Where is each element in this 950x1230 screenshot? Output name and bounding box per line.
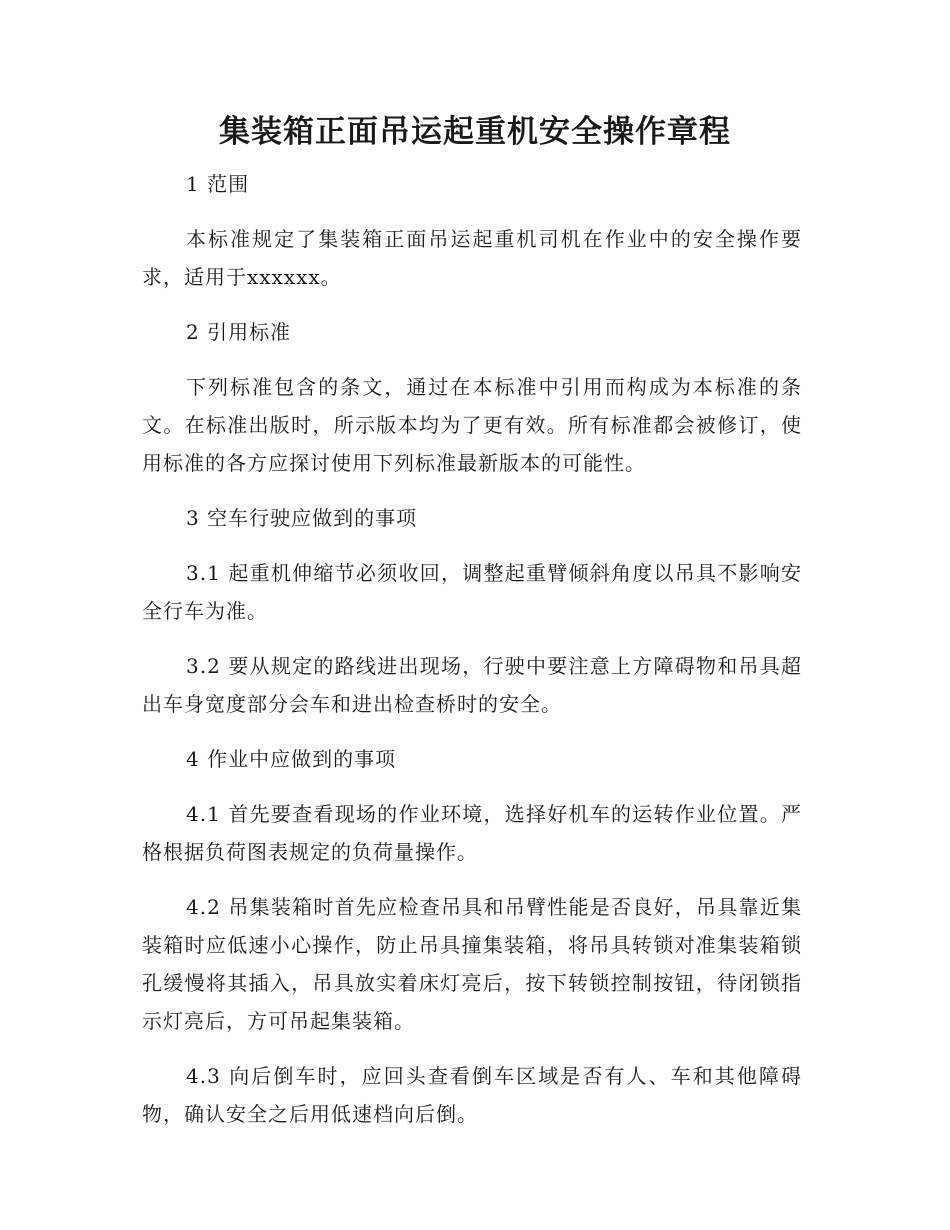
section-heading: 3 空车行驶应做到的事项 bbox=[186, 506, 418, 530]
body-paragraph: 4.2 吊集装箱时首先应检查吊具和吊臂性能是否良好，吊具靠近集装箱时应低速小心操作，防止吊具撞集装箱，将吊具转锁对准集装箱锁孔缓慢将其插入，吊具放实着床灯亮后，按下转锁控制按钮，待闭锁指示灯亮后，方可吊起集装箱。 bbox=[142, 895, 802, 1033]
body-paragraph: 本标准规定了集装箱正面吊运起重机司机在作业中的安全操作要求，适用于xxxxxx。 bbox=[142, 227, 802, 289]
document-title: 集装箱正面吊运起重机安全操作章程 bbox=[219, 114, 731, 150]
section-heading: 2 引用标准 bbox=[186, 320, 292, 344]
body-paragraph: 下列标准包含的条文，通过在本标准中引用而构成为本标准的条文。在标准出版时，所示版本均为了更有效。所有标准都会被修订，使用标准的各方应探讨使用下列标准最新版本的可能性。 bbox=[142, 375, 802, 475]
body-paragraph: 4.1 首先要查看现场的作业环境，选择好机车的运转作业位置。严格根据负荷图表规定的负荷量操作。 bbox=[142, 802, 802, 864]
document-body bbox=[142, 165, 802, 1150]
body-paragraph: 4.3 向后倒车时，应回头查看倒车区域是否有人、车和其他障碍物，确认安全之后用低速档向后倒。 bbox=[142, 1064, 802, 1126]
section-heading: 4 作业中应做到的事项 bbox=[186, 747, 397, 771]
body-paragraph: 3.1 起重机伸缩节必须收回，调整起重臂倾斜角度以吊具不影响安全行车为准。 bbox=[142, 561, 802, 623]
section-heading: 1 范围 bbox=[186, 172, 250, 196]
body-paragraph: 3.2 要从规定的路线进出现场，行驶中要注意上方障碍物和吊具超出车身宽度部分会车和进出检查桥时的安全。 bbox=[142, 654, 802, 716]
